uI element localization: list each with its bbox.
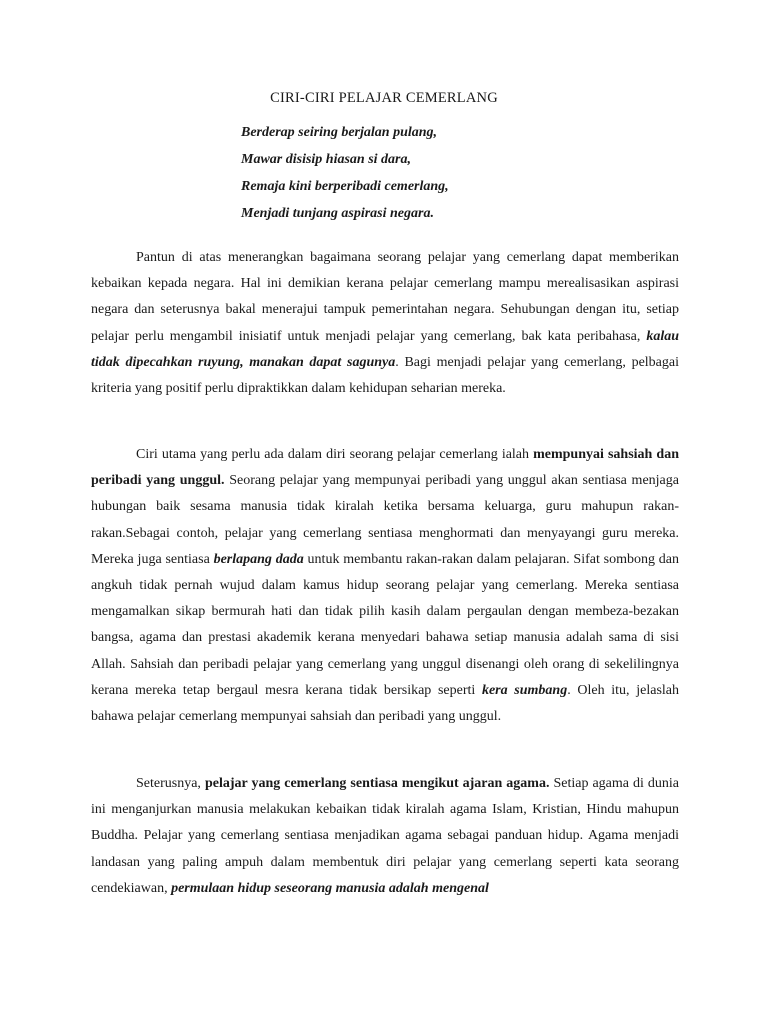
pantun-line-3: Remaja kini berperibadi cemerlang, (241, 179, 449, 194)
pantun-line-4: Menjadi tunjang aspirasi negara. (241, 206, 434, 221)
main-point-2: pelajar yang cemerlang sentiasa mengikut ajaran agama. (204, 776, 550, 791)
idiom-kera-sumbang: kera sumbang (481, 682, 568, 698)
paragraph-2 (91, 442, 679, 730)
paragraph-2-text-d: . Oleh itu, jelaslah bahawa pelajar cemerlang mempunyai sahsiah dan peribadi yang unggul. (91, 682, 679, 725)
pantun-verse (241, 123, 449, 231)
paragraph-1 (91, 245, 679, 402)
paragraph-2-text-b: Seorang pelajar yang mempunyai peribadi yang unggul akan sentiasa menjaga hubungan baik sesama manusia tidak kiralah ketika bersama keluarga, guru mahupun rakan-rakan.Sebagai contoh, pelajar yang cemerlang sentiasa menghormati dan menyayangi guru mereka. Mereka juga sentiasa (91, 473, 679, 567)
paragraph-2-text-a: Ciri utama yang perlu ada dalam diri seorang pelajar cemerlang ialah (136, 447, 534, 462)
paragraph-3 (91, 771, 679, 902)
peribahasa: kalau tidak dipecahkan ruyung, manakan dapat sagunya (91, 328, 679, 370)
idiom-berlapang-dada: berlapang dada (213, 551, 304, 567)
main-point-1: mempunyai sahsiah dan peribadi yang unggul. (91, 447, 679, 489)
paragraph-1-text-b: . Bagi menjadi pelajar yang cemerlang, pelbagai kriteria yang positif perlu dipraktikkan dalam kehidupan seharian mereka. (91, 354, 679, 397)
pantun-line-1: Berderap seiring berjalan pulang, (241, 125, 438, 140)
page-title: CIRI-CIRI PELAJAR CEMERLANG (270, 90, 498, 106)
paragraph-1-text-a: Pantun di atas menerangkan bagaimana seorang pelajar yang cemerlang dapat memberikan kebaikan kepada negara. Hal ini demikian kerana pelajar cemerlang mampu merealisasikan aspirasi negara dan seterusnya bakal menerajui tampuk pemerintahan negara. Sehubungan dengan itu, setiap pelajar perlu mengambil inisiatif untuk menjadi pelajar yang cemerlang, bak kata peribahasa, (91, 250, 679, 344)
paragraph-3-text-b: Setiap agama di dunia ini menganjurkan manusia melakukan kebaikan tidak kiralah agama Islam, Kristian, Hindu mahupun Buddha. Pelajar yang cemerlang sentiasa menjadikan agama sebagai panduan hidup. Agama menjadi landasan yang paling ampuh dalam membentuk diri pelajar yang cemerlang seperti kata seorang cendekiawan, (91, 776, 679, 896)
paragraph-3-text-a: Seterusnya, (136, 776, 205, 791)
pantun-line-2: Mawar disisip hiasan si dara, (241, 152, 411, 167)
paragraph-2-text-c: untuk membantu rakan-rakan dalam pelajaran. Sifat sombong dan angkuh tidak pernah wujud dalam kamus hidup seorang pelajar yang cemerlang. Mereka sentiasa mengamalkan sikap bermurah hati dan tidak pilih kasih dalam pergaulan dengan membeza-bezakan bangsa, agama dan prestasi akademik kerana menyedari bahawa setiap manusia adalah sama di sisi Allah. Sahsiah dan peribadi pelajar yang cemerlang yang unggul disenangi oleh orang di sekelilingnya kerana mereka tetap bergaul mesra kerana tidak bersikap seperti (91, 551, 680, 698)
quote-cendekiawan: permulaan hidup seseorang manusia adalah mengenal (171, 880, 489, 896)
